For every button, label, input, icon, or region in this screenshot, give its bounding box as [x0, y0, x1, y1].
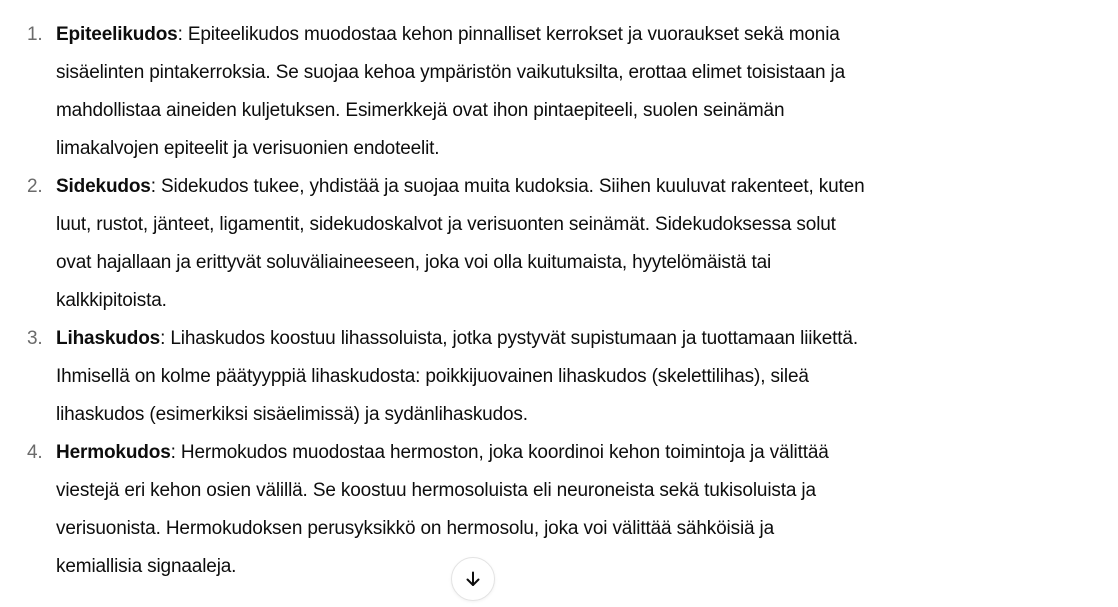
list-number: 4. [27, 442, 43, 463]
list-text-line: mahdollistaa aineiden kuljetuksen. Esimerkkejä ovat ihon pintaepiteeli, suolen seinämän [56, 100, 785, 121]
list-term: Epiteelikudos [56, 24, 178, 45]
assistant-message [0, 16, 1000, 586]
list-number: 3. [27, 328, 43, 349]
list-text-line: : Epiteelikudos muodostaa kehon pinnalliset kerrokset ja vuoraukset sekä monia [177, 24, 840, 45]
tissue-list [0, 16, 1000, 586]
list-item-epithelial [0, 16, 1000, 168]
arrow-down-icon [463, 569, 483, 589]
list-text-line: : Hermokudos muodostaa hermoston, joka koordinoi kehon toimintoja ja välittää [170, 442, 829, 463]
list-term: Sidekudos [56, 176, 151, 197]
list-text-line: : Sidekudos tukee, yhdistää ja suojaa muita kudoksia. Siihen kuuluvat rakenteet, kuten [150, 176, 865, 197]
list-text-line: ovat hajallaan ja erittyvät soluväliaineeseen, joka voi olla kuitumaista, hyytelömäistä tai [56, 252, 772, 273]
list-text-line: Ihmisellä on kolme päätyyppiä lihaskudosta: poikkijuovainen lihaskudos (skelettilihas), sileä [56, 366, 809, 387]
list-number: 2. [27, 176, 43, 197]
list-text-line: : Lihaskudos koostuu lihassoluista, jotka pystyvät supistumaan ja tuottamaan liikettä. [160, 328, 858, 349]
list-term: Hermokudos [56, 442, 171, 463]
list-number: 1. [27, 24, 43, 45]
list-text-line: sisäelinten pintakerroksia. Se suojaa kehoa ympäristön vaikutuksilta, erottaa elimet toisistaan ja [56, 62, 845, 83]
list-text-line: viestejä eri kehon osien välillä. Se koostuu hermosoluista eli neuroneista sekä tukisoluista ja [56, 480, 816, 501]
scroll-to-bottom-button[interactable] [451, 557, 495, 601]
list-term: Lihaskudos [56, 328, 161, 349]
list-text-line: verisuonista. Hermokudoksen perusyksikkö on hermosolu, joka voi välittää sähköisiä ja [56, 518, 775, 539]
list-text-line: kalkkipitoista. [56, 290, 167, 311]
list-item-connective [0, 168, 1000, 320]
list-text-line: limakalvojen epiteelit ja verisuonien endoteelit. [56, 138, 440, 159]
list-item-nervous [0, 434, 1000, 586]
list-text-line: luut, rustot, jänteet, ligamentit, sidekudoskalvot ja verisuonten seinämät. Sidekudoksessa solut [56, 214, 836, 235]
list-text-line: lihaskudos (esimerkiksi sisäelimissä) ja sydänlihaskudos. [56, 404, 528, 425]
list-text-line: kemiallisia signaaleja. [56, 556, 237, 577]
list-item-muscle [0, 320, 1000, 434]
